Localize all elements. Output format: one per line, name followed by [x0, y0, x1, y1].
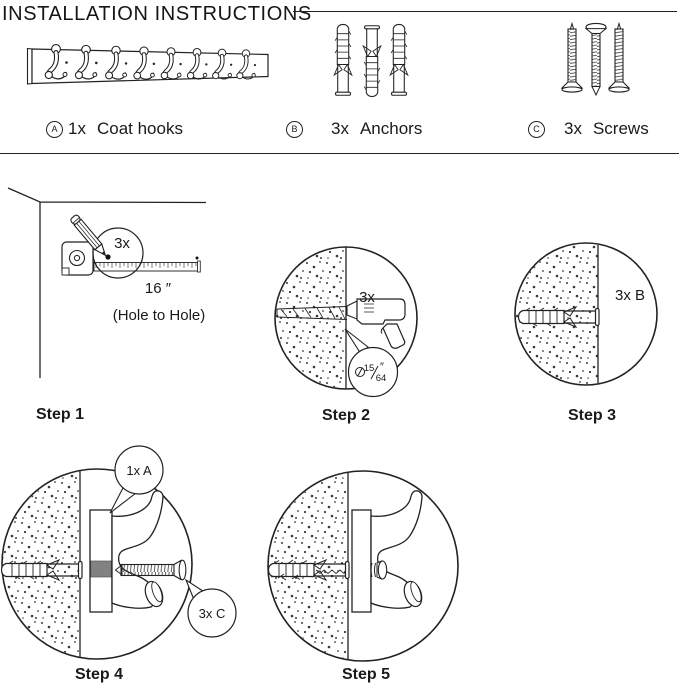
part-qty-c: 3x	[564, 119, 582, 138]
step1-label: Step 1	[36, 406, 85, 423]
step2-label: Step 2	[321, 407, 371, 424]
callout-screws	[186, 580, 236, 637]
step-5-diagram	[260, 440, 470, 689]
step4-label: Step 4	[74, 666, 124, 683]
screws-illustration	[552, 20, 632, 100]
second-mark-dot	[196, 257, 199, 260]
rack-board-edge	[28, 49, 33, 85]
tape-measure	[62, 242, 200, 275]
step1-quantity: 3x	[114, 235, 130, 252]
part-name-c: Screws	[592, 119, 649, 138]
part-legend-coat-hooks	[46, 119, 183, 139]
part-badge-a: A	[46, 121, 63, 138]
step-3-diagram	[505, 240, 679, 430]
step4-callout-a: 1x A	[126, 463, 152, 478]
anchor-right	[390, 24, 408, 95]
step5-label: Step 5	[341, 666, 391, 683]
page-title: INSTALLATION INSTRUCTIONS	[2, 3, 312, 25]
screw-middle	[586, 23, 606, 95]
step2-quantity: 3x	[359, 289, 375, 306]
anchors-illustration	[328, 18, 416, 102]
part-legend-screws	[528, 119, 649, 139]
hook-back-plate	[90, 510, 112, 612]
step3-marker: 3x B	[614, 287, 646, 304]
step-4-diagram	[0, 440, 245, 689]
bit-unit: ″	[380, 361, 384, 373]
part-qty-b: 3x	[331, 119, 349, 138]
step1-note: (Hole to Hole)	[112, 307, 206, 324]
hook-back-plate	[352, 510, 371, 612]
section-divider	[0, 153, 679, 154]
anchor-middle	[363, 26, 381, 97]
step3-label: Step 3	[567, 407, 617, 424]
step-2-diagram	[265, 240, 430, 430]
step4-callout-c: 3x C	[198, 606, 226, 621]
bit-numerator: 15	[363, 363, 375, 374]
screw-left	[562, 24, 582, 93]
part-name-a: Coat hooks	[96, 119, 183, 138]
pencil-mark-dot	[105, 254, 110, 259]
bit-denominator: 64	[375, 373, 387, 384]
part-badge-c: C	[528, 121, 545, 138]
step-1-diagram	[0, 180, 225, 430]
part-name-b: Anchors	[359, 119, 423, 138]
part-legend-anchors	[286, 119, 422, 139]
title-rule	[293, 11, 677, 12]
anchor-left	[334, 24, 352, 95]
screw-right	[609, 24, 629, 93]
coat-hooks-illustration	[26, 38, 274, 98]
part-qty-a: 1x	[68, 119, 86, 138]
plate-screw-hole	[91, 561, 111, 577]
part-badge-b: B	[286, 121, 303, 138]
wall-corner	[8, 188, 206, 378]
step1-distance: 16 ″	[144, 280, 172, 297]
